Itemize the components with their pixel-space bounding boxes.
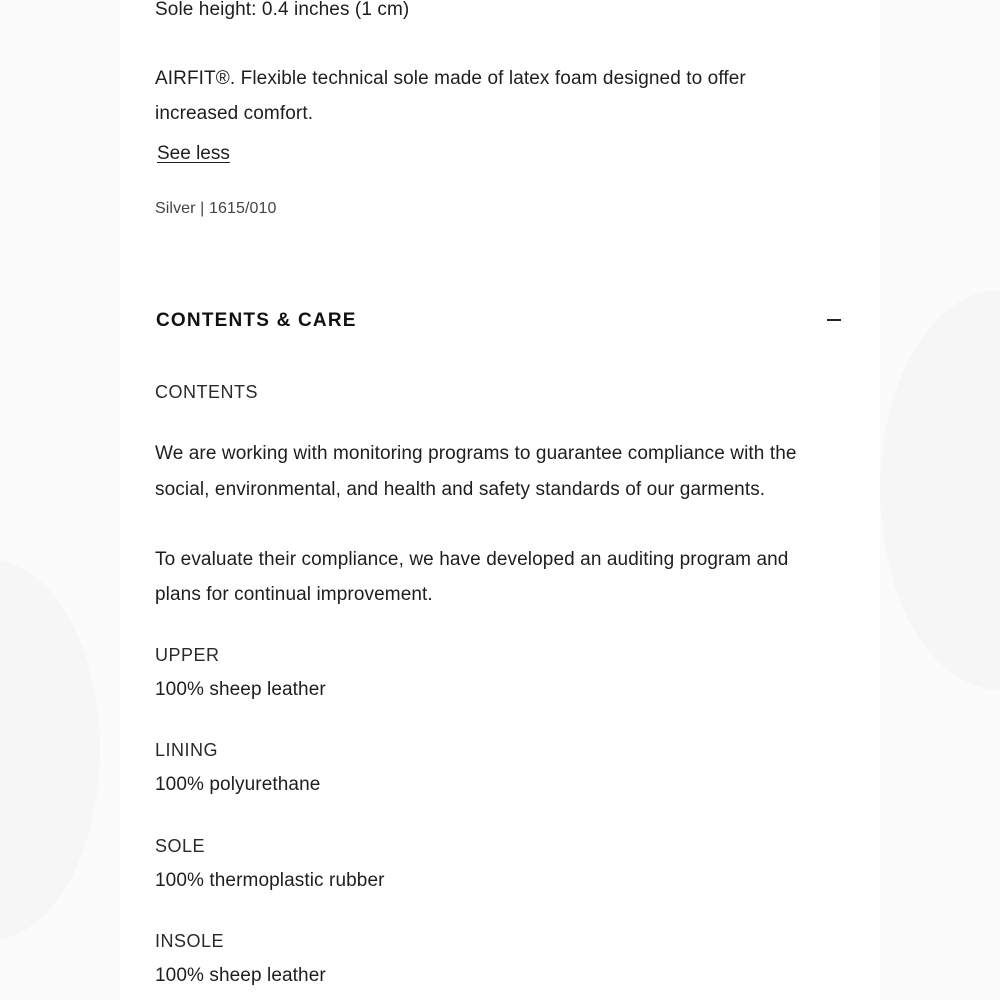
contents-paragraph-line: We are working with monitoring programs to guarantee compliance with the <box>155 443 797 464</box>
color-reference: Silver | 1615/010 <box>155 200 277 217</box>
contents-paragraph-line: plans for continual improvement. <box>155 584 433 605</box>
contents-paragraph-line: To evaluate their compliance, we have developed an auditing program and <box>155 549 789 570</box>
material-part-label: UPPER <box>155 645 220 665</box>
contents-heading: CONTENTS <box>155 382 258 402</box>
background-shape <box>880 290 1000 690</box>
material-part-label: SOLE <box>155 836 206 856</box>
material-part-label: LINING <box>155 740 219 760</box>
material-composition: 100% sheep leather <box>155 965 326 986</box>
minus-icon <box>827 319 841 321</box>
background-shape <box>0 560 100 940</box>
sole-height-text: Sole height: 0.4 inches (1 cm) <box>155 0 410 20</box>
see-less-link[interactable]: See less <box>157 143 230 164</box>
sole-description-line: AIRFIT®. Flexible technical sole made of latex foam designed to offer <box>155 68 746 89</box>
sole-description-line: increased comfort. <box>155 103 314 124</box>
contents-paragraph-line: social, environmental, and health and safety standards of our garments. <box>155 479 766 500</box>
material-composition: 100% sheep leather <box>155 679 326 700</box>
collapse-button[interactable] <box>822 305 846 335</box>
material-composition: 100% thermoplastic rubber <box>155 870 385 891</box>
material-composition: 100% polyurethane <box>155 774 321 795</box>
contents-care-title[interactable]: CONTENTS & CARE <box>156 310 357 331</box>
material-part-label: INSOLE <box>155 931 225 951</box>
